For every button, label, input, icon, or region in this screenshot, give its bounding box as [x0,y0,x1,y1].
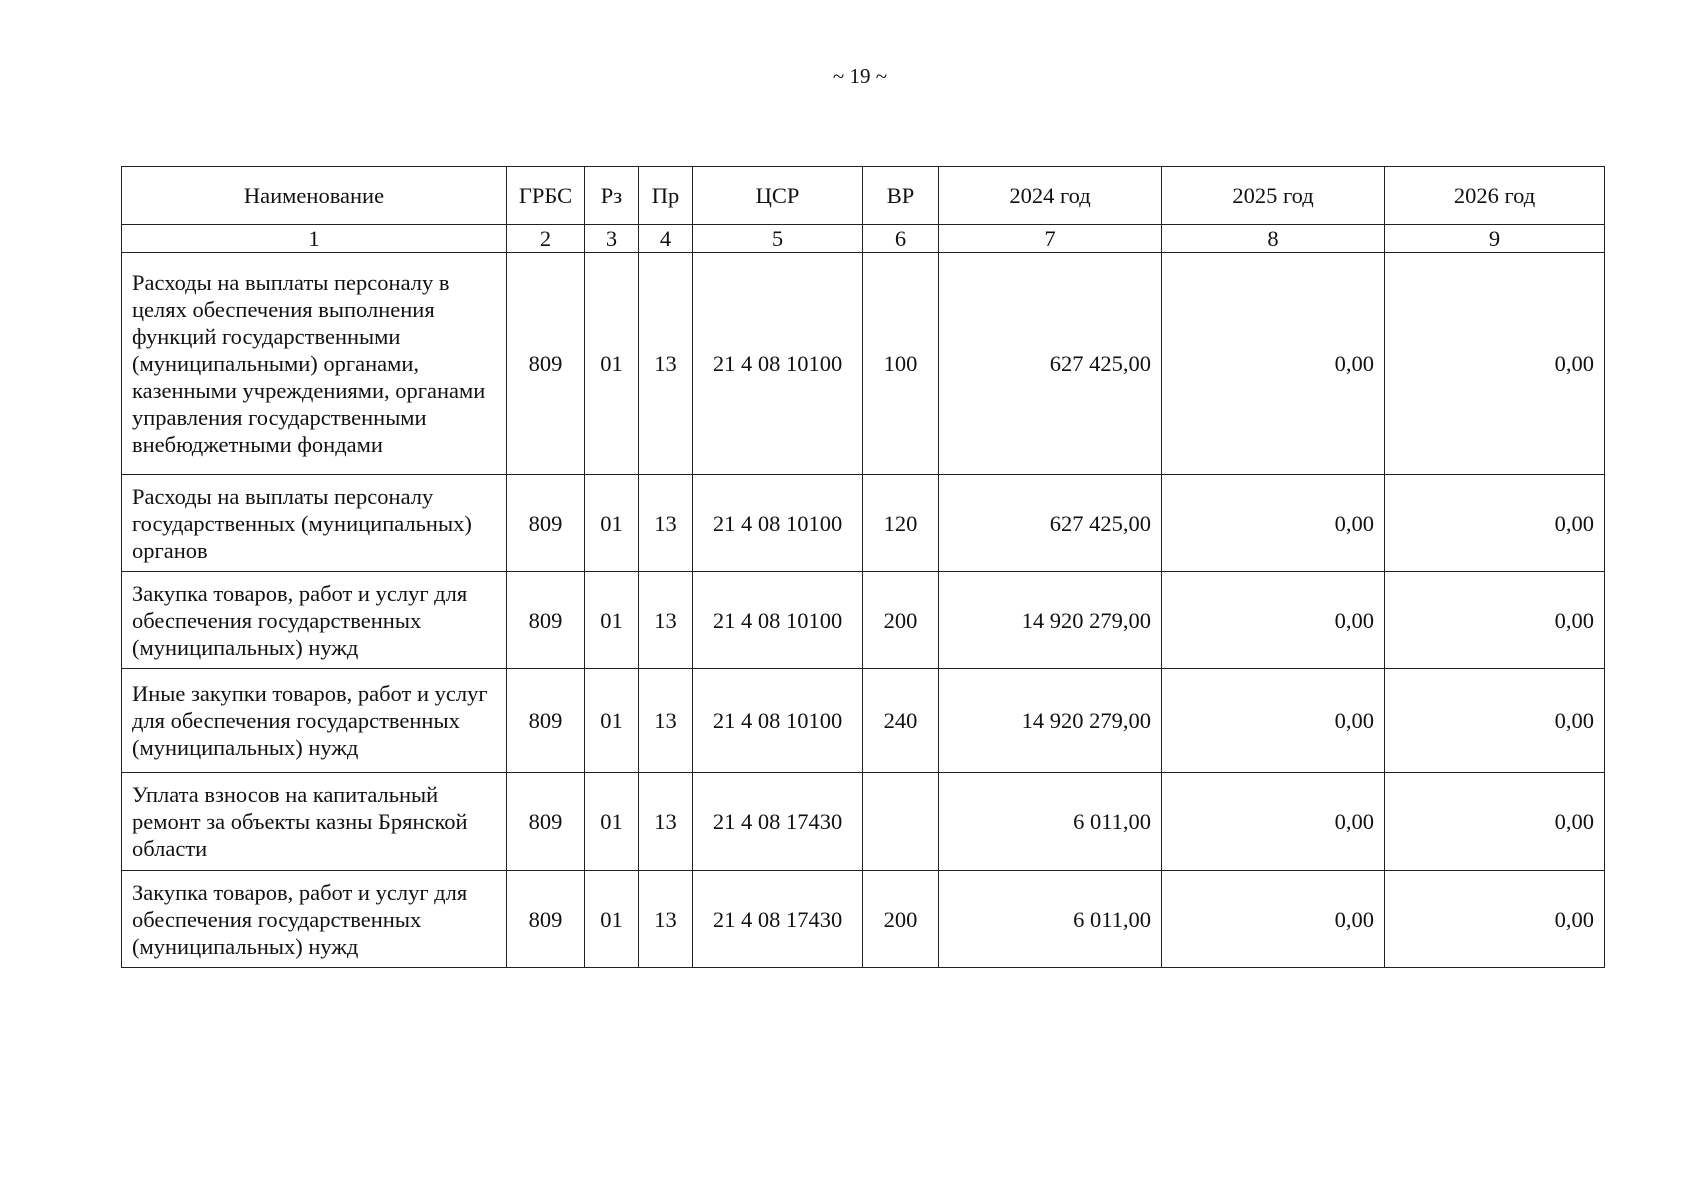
column-number: 2 [507,225,585,253]
cell-grbs: 809 [507,253,585,475]
cell-pr: 13 [639,871,693,968]
cell-2024: 627 425,00 [939,253,1162,475]
table-row [122,572,1605,669]
cell-pr: 13 [639,773,693,871]
cell-2024: 6 011,00 [939,871,1162,968]
cell-csr: 21 4 08 17430 [693,871,863,968]
column-number: 4 [639,225,693,253]
cell-grbs: 809 [507,669,585,773]
header-2025: 2025 год [1162,167,1385,225]
cell-2026: 0,00 [1385,669,1605,773]
cell-2025: 0,00 [1162,475,1385,572]
cell-2025: 0,00 [1162,253,1385,475]
cell-rz: 01 [585,475,639,572]
page-number: ~ 19 ~ [832,64,888,88]
column-number-row [122,225,1605,253]
cell-2026: 0,00 [1385,475,1605,572]
header-vr: ВР [863,167,939,225]
cell-2024: 627 425,00 [939,475,1162,572]
header-rz: Рз [585,167,639,225]
column-number: 1 [122,225,507,253]
cell-2024: 14 920 279,00 [939,572,1162,669]
cell-name: Закупка товаров, работ и услуг для обеспечения государственных (муниципальных) нужд [122,572,507,669]
column-number: 5 [693,225,863,253]
column-number: 3 [585,225,639,253]
cell-2026: 0,00 [1385,773,1605,871]
cell-vr: 200 [863,572,939,669]
cell-rz: 01 [585,669,639,773]
cell-2026: 0,00 [1385,253,1605,475]
cell-2025: 0,00 [1162,572,1385,669]
budget-table [121,166,1605,968]
cell-grbs: 809 [507,572,585,669]
table-row [122,253,1605,475]
column-number: 7 [939,225,1162,253]
cell-rz: 01 [585,253,639,475]
header-name: Наименование [122,167,507,225]
cell-grbs: 809 [507,871,585,968]
column-number: 6 [863,225,939,253]
header-row [122,167,1605,225]
cell-csr: 21 4 08 10100 [693,669,863,773]
table-row [122,475,1605,572]
cell-vr: 240 [863,669,939,773]
cell-2026: 0,00 [1385,572,1605,669]
cell-grbs: 809 [507,475,585,572]
cell-2025: 0,00 [1162,871,1385,968]
cell-name: Закупка товаров, работ и услуг для обеспечения государственных (муниципальных) нужд [122,871,507,968]
cell-rz: 01 [585,871,639,968]
cell-name: Уплата взносов на капитальный ремонт за объекты казны Брянской области [122,773,507,871]
cell-2025: 0,00 [1162,669,1385,773]
header-2024: 2024 год [939,167,1162,225]
cell-pr: 13 [639,669,693,773]
cell-2024: 14 920 279,00 [939,669,1162,773]
cell-pr: 13 [639,253,693,475]
cell-2026: 0,00 [1385,871,1605,968]
cell-csr: 21 4 08 17430 [693,773,863,871]
cell-name: Расходы на выплаты персоналу в целях обеспечения выполнения функций государственными (муниципальными) органами, казенными учреждениями, органами управления государственными внебюджетными фондами [122,253,507,475]
cell-grbs: 809 [507,773,585,871]
header-2026: 2026 год [1385,167,1605,225]
cell-vr: 200 [863,871,939,968]
column-number: 8 [1162,225,1385,253]
column-number: 9 [1385,225,1605,253]
cell-2025: 0,00 [1162,773,1385,871]
cell-name: Иные закупки товаров, работ и услуг для обеспечения государственных (муниципальных) нужд [122,669,507,773]
cell-csr: 21 4 08 10100 [693,572,863,669]
cell-vr: 100 [863,253,939,475]
cell-name: Расходы на выплаты персоналу государственных (муниципальных) органов [122,475,507,572]
cell-pr: 13 [639,475,693,572]
cell-vr [863,773,939,871]
cell-vr: 120 [863,475,939,572]
cell-rz: 01 [585,572,639,669]
cell-rz: 01 [585,773,639,871]
header-grbs: ГРБС [507,167,585,225]
header-csr: ЦСР [693,167,863,225]
cell-2024: 6 011,00 [939,773,1162,871]
cell-csr: 21 4 08 10100 [693,475,863,572]
table-row [122,871,1605,968]
header-pr: Пр [639,167,693,225]
cell-pr: 13 [639,572,693,669]
table-row [122,773,1605,871]
cell-csr: 21 4 08 10100 [693,253,863,475]
table-row [122,669,1605,773]
